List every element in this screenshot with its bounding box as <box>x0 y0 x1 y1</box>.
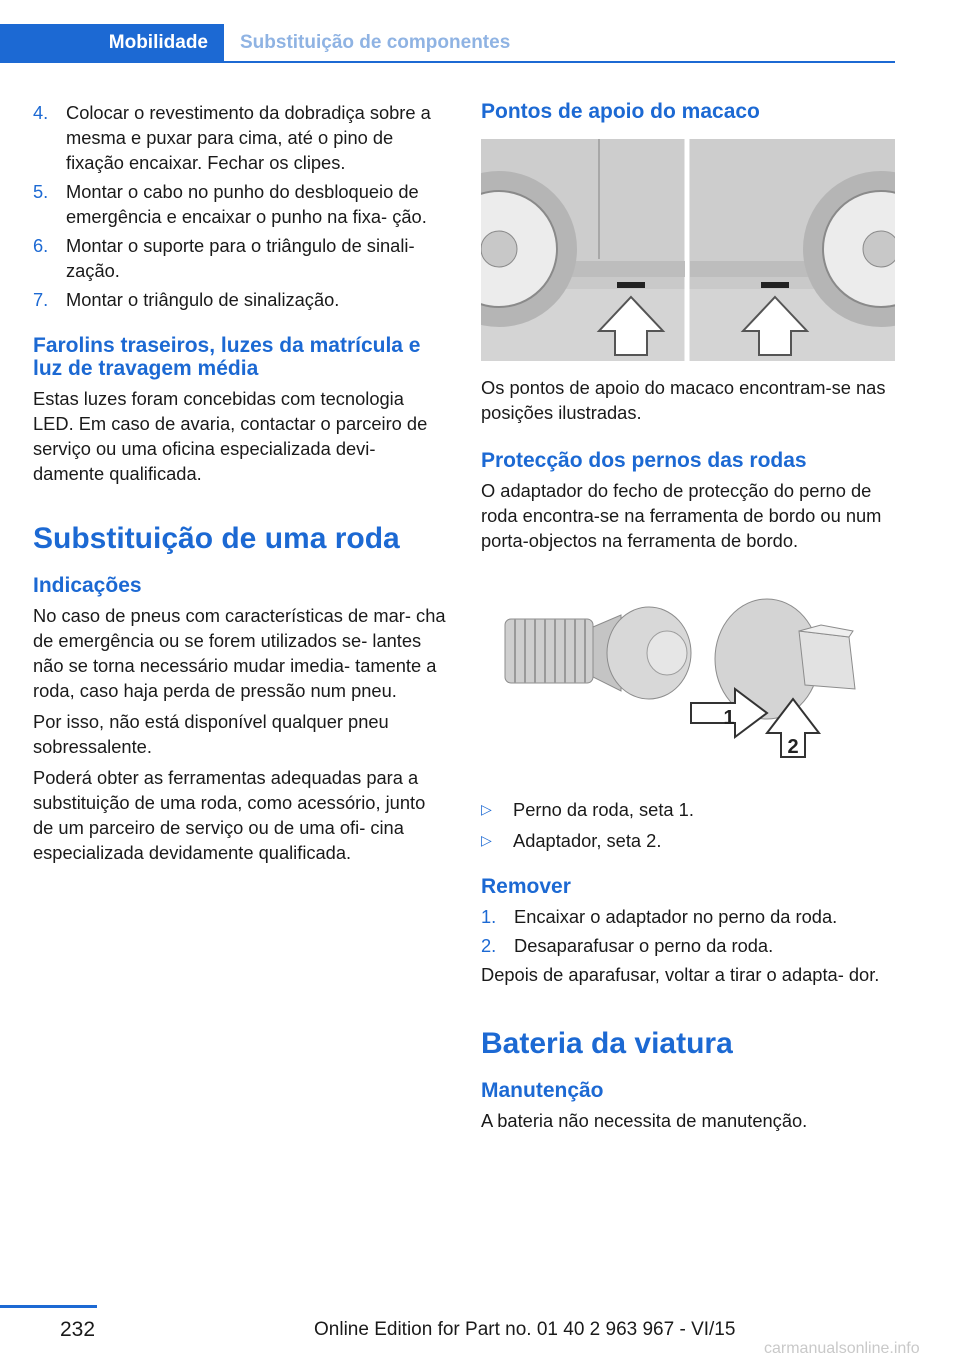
section-text-lights: Estas luzes foram concebidas com tecnologia LED. Em caso de avaria, contactar o parceiro de serviço ou uma oficina especializada devi‐ damente qualificada. <box>33 388 428 484</box>
left-column <box>33 100 448 865</box>
step-number: 6. <box>33 235 49 256</box>
bullet-arrow-icon: ▷ <box>481 832 492 848</box>
page-header <box>0 0 960 62</box>
step-text: Montar o cabo no punho do desbloqueio de emergência e encaixar o punho na fixa‐ ção. <box>66 181 427 227</box>
jack-points-illustration <box>481 139 895 361</box>
step-number: 5. <box>33 181 49 202</box>
right-column <box>481 100 895 1133</box>
notes-paragraph: Poderá obter as ferramentas adequadas para a substituição de uma roda, como acessório, junto de um parceiro de serviço ou de uma ofi‐ cina especializada devidamente qualificada. <box>33 767 426 863</box>
step-text: Colocar o revestimento da dobradiça sobre a mesma e puxar para cima, até o pino de fixação encaixar. Fechar os clipes. <box>66 102 431 173</box>
step-number: 1. <box>481 906 497 927</box>
step-number: 7. <box>33 289 49 310</box>
step-number: 2. <box>481 935 497 956</box>
list-item <box>33 233 448 283</box>
chapter-title-wheel: Substituição de uma roda <box>33 522 400 555</box>
list-item <box>481 828 895 853</box>
step-text: Encaixar o adaptador no perno da roda. <box>514 906 838 927</box>
section-title-notes: Indicações <box>33 574 142 597</box>
bullet-arrow-icon: ▷ <box>481 801 492 817</box>
section-title-remove: Remover <box>481 875 571 898</box>
list-item <box>33 100 448 175</box>
list-item <box>481 933 895 958</box>
section-text-remove: Depois de aparafusar, voltar a tirar o adapta‐ dor. <box>481 964 880 985</box>
wheel-bolt-illustration <box>481 581 895 781</box>
step-text: Montar o suporte para o triângulo de sinali‐ zação. <box>66 235 415 281</box>
section-text-maintenance: A bateria não necessita de manutenção. <box>481 1110 808 1131</box>
section-text-bolts: O adaptador do fecho de protecção do perno de roda encontra-se na ferramenta de bordo ou num porta-objectos na ferramenta de bordo. <box>481 480 882 551</box>
notes-paragraph: No caso de pneus com características de mar‐ cha de emergência ou se forem utilizados se‐ lantes não se torna necessário mudar imedia‐ tamente a roda, caso haja perda de pressão num pneu. <box>33 605 446 701</box>
section-text-jack: Os pontos de apoio do macaco encontram-se nas posições ilustradas. <box>481 377 886 423</box>
step-text: Desaparafusar o perno da roda. <box>514 935 774 956</box>
bullet-text: Adaptador, seta 2. <box>513 830 662 851</box>
list-item <box>33 179 448 229</box>
section-title-lights: Farolins traseiros, luzes da matrícula e luz de travagem média <box>33 334 421 380</box>
arrow-label-2: 2 <box>787 736 799 758</box>
bullet-text: Perno da roda, seta 1. <box>513 799 694 820</box>
chapter-tab-mobilidade[interactable]: Mobilidade <box>0 24 224 62</box>
watermark: carmanualsonline.info <box>764 1340 920 1357</box>
step-number: 4. <box>33 102 49 123</box>
notes-paragraph: Por isso, não está disponível qualquer pneu sobressalente. <box>33 711 389 757</box>
page-number: 232 <box>60 1318 96 1341</box>
section-title-jack: Pontos de apoio do macaco <box>481 100 760 123</box>
edition-info: Online Edition for Part no. 01 40 2 963 967 - VI/15 <box>314 1319 736 1340</box>
arrow-label-1: 1 <box>723 707 735 729</box>
list-item <box>33 287 448 312</box>
list-item <box>481 797 895 822</box>
step-text: Montar o triângulo de sinalização. <box>66 289 340 310</box>
chapter-title-battery: Bateria da viatura <box>481 1027 733 1060</box>
header-divider <box>0 61 895 63</box>
section-title-maintenance: Manutenção <box>481 1079 604 1102</box>
footer-divider <box>0 1305 97 1308</box>
list-item <box>481 904 895 929</box>
section-title-bolts: Protecção dos pernos das rodas <box>481 449 807 472</box>
section-tab-substituicao[interactable]: Substituição de componentes <box>240 32 511 53</box>
